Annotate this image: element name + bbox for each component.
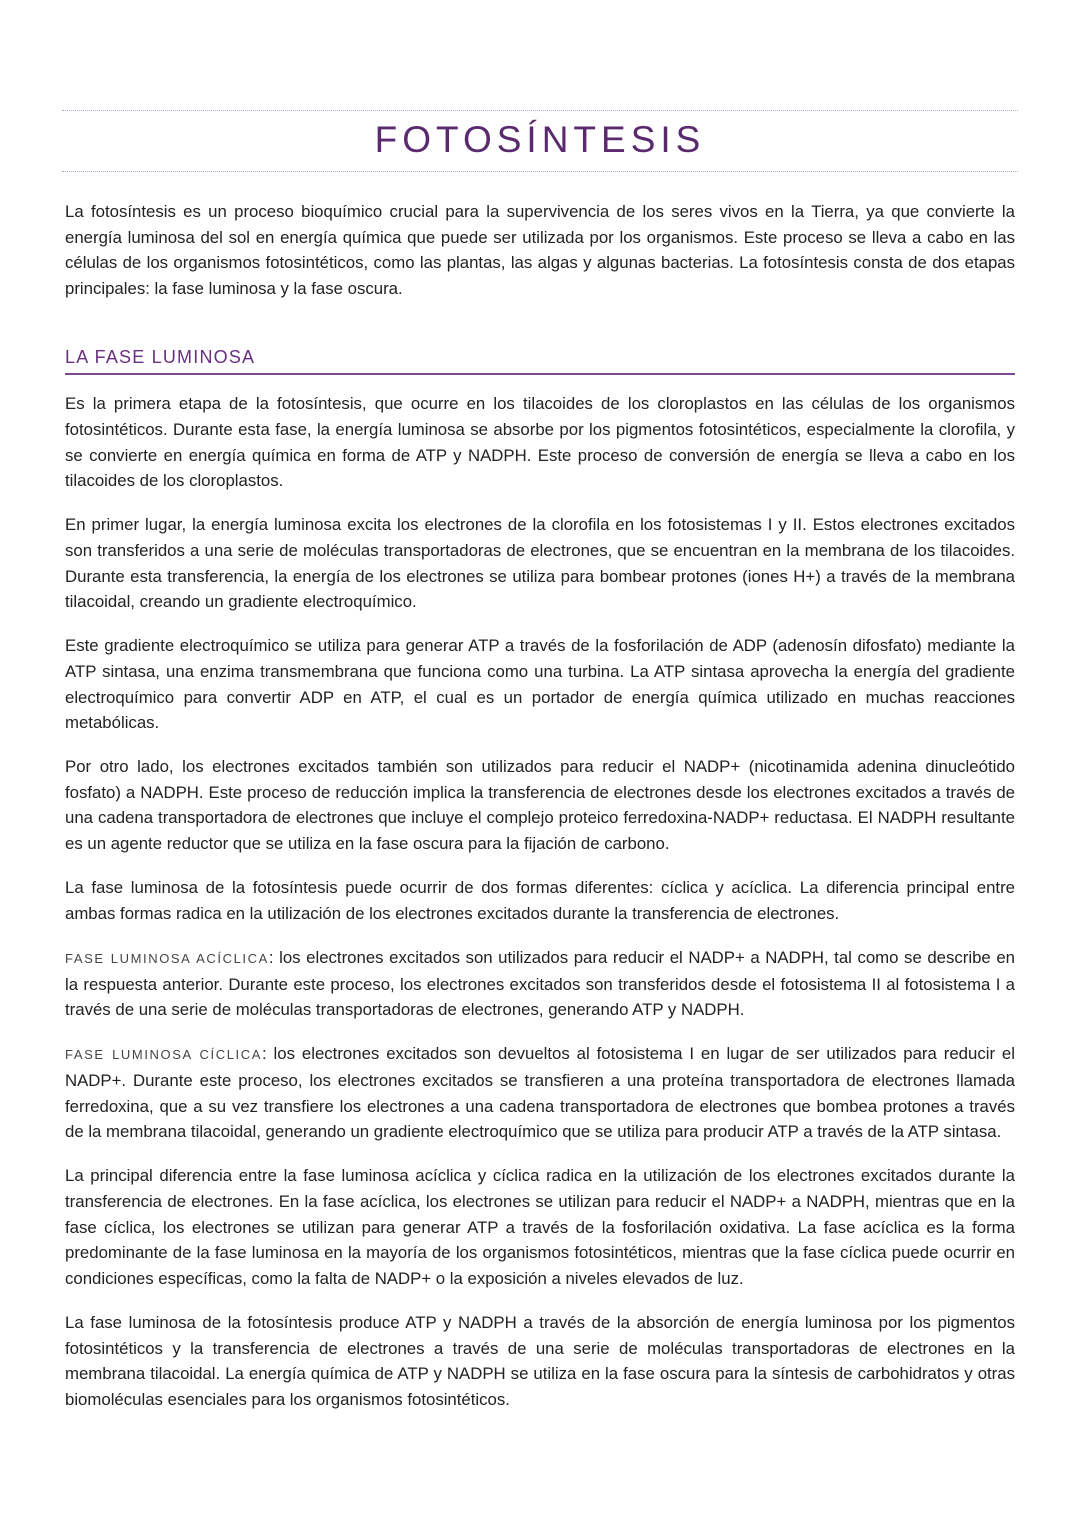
paragraph-1: Es la primera etapa de la fotosíntesis, que ocurre en los tilacoides de los cloroplastos en las células de los organismos fotosintéticos. Durante esta fase, la energía luminosa se absorbe por los pigmentos fotosintéticos, especialmente la clorofila, y se convierte en energía química en forma de ATP y NADPH. Este proceso de conversión de energía se lleva a cabo en los tilacoides de los cloroplastos. bbox=[65, 394, 1015, 491]
document-body bbox=[65, 199, 1015, 1431]
paragraph-5: La fase luminosa de la fotosíntesis puede ocurrir de dos formas diferentes: cíclica y acíclica. La diferencia principal entre ambas formas radica en la utilización de los electrones excitados durante la transferencia de electrones. bbox=[65, 878, 1015, 923]
paragraph-4: Por otro lado, los electrones excitados también son utilizados para reducir el NADP+ (nicotinamida adenina dinucleótido fosfato) a NADPH. Este proceso de reducción implica la transferencia de electrones desde los electrones excitados a través de una cadena transportadora de electrones que incluye el complejo proteico ferredoxina-NADP+ reductasa. El NADPH resultante es un agente reductor que se utiliza en la fase oscura para la fijación de carbono. bbox=[65, 757, 1015, 854]
aciclica-lead-in: FASE LUMINOSA ACÍCLICA bbox=[65, 951, 269, 967]
document-title: FOTOSÍNTESIS bbox=[374, 119, 706, 160]
paragraph-2: En primer lugar, la energía luminosa excita los electrones de la clorofila en los fotosistemas I y II. Estos electrones excitados son transferidos a una serie de moléculas transportadoras de electrones, que se encuentran en la membrana de los tilacoides. Durante esta transferencia, la energía de los electrones se utiliza para bombear protones (iones H+) a través de la membrana tilacoidal, creando un gradiente electroquímico. bbox=[65, 515, 1015, 612]
intro-paragraph: La fotosíntesis es un proceso bioquímico crucial para la supervivencia de los seres vivos en la Tierra, ya que convierte la energía luminosa del sol en energía química que puede ser utilizada por los organismos. Este proceso se lleva a cabo en las células de los organismos fotosintéticos, como las plantas, las algas y algunas bacterias. La fotosíntesis consta de dos etapas principales: la fase luminosa y la fase oscura. bbox=[65, 202, 1015, 298]
section-heading: LA FASE LUMINOSA bbox=[65, 345, 1015, 375]
title-rule-top bbox=[62, 110, 1018, 111]
aciclica-paragraph bbox=[65, 945, 1015, 1023]
ciclica-paragraph bbox=[65, 1041, 1015, 1144]
closing-paragraph-1: La principal diferencia entre la fase luminosa acíclica y cíclica radica en la utilización de los electrones excitados durante la transferencia de electrones. En la fase acíclica, los electrones se utilizan para reducir el NADP+ a NADPH, mientras que en la fase cíclica, los electrones se utilizan para generar ATP a través de la fosforilación oxidativa. La fase acíclica es la forma predominante de la fase luminosa en la mayoría de los organismos fotosintéticos, mientras que la fase cíclica puede ocurrir en condiciones específicas, como la falta de NADP+ o la exposición a niveles elevados de luz. bbox=[65, 1166, 1015, 1288]
closing-paragraph-2: La fase luminosa de la fotosíntesis produce ATP y NADPH a través de la absorción de energía luminosa por los pigmentos fotosintéticos y la transferencia de electrones a través de una serie de moléculas transportadoras de electrones en la membrana tilacoidal. La energía química de ATP y NADPH se utiliza en la fase oscura para la síntesis de carbohidratos y otras biomoléculas esenciales para los organismos fotosintéticos. bbox=[65, 1312, 1015, 1409]
title-rule-bottom bbox=[62, 171, 1018, 172]
aciclica-text: : los electrones excitados son utilizados para reducir el NADP+ a NADPH, tal como se describe en la respuesta anterior. Durante este proceso, los electrones excitados son transferidos desde el fotosistema II al fotosistema I a través de una serie de moléculas transportadoras de electrones, generando ATP y NADPH. bbox=[65, 948, 1015, 1020]
ciclica-lead-in: FASE LUMINOSA CÍCLICA bbox=[65, 1047, 262, 1063]
ciclica-text: : los electrones excitados son devueltos al fotosistema I en lugar de ser utilizados para reducir el NADP+. Durante este proceso, los electrones excitados se transfieren a una proteína transportadora de electrones llamada ferredoxina, que a su vez transfiere los electrones a una cadena transportadora de electrones que bombea protones a través de la membrana tilacoidal, generando un gradiente electroquímico que se utiliza para producir ATP a través de la ATP sintasa. bbox=[65, 1044, 1015, 1142]
paragraph-3: Este gradiente electroquímico se utiliza para generar ATP a través de la fosforilación de ADP (adenosín difosfato) mediante la ATP sintasa, una enzima transmembrana que funciona como una turbina. La ATP sintasa aprovecha la energía del gradiente electroquímico para convertir ADP en ATP, el cual es un portador de energía química utilizado en muchas reacciones metabólicas. bbox=[65, 636, 1015, 733]
